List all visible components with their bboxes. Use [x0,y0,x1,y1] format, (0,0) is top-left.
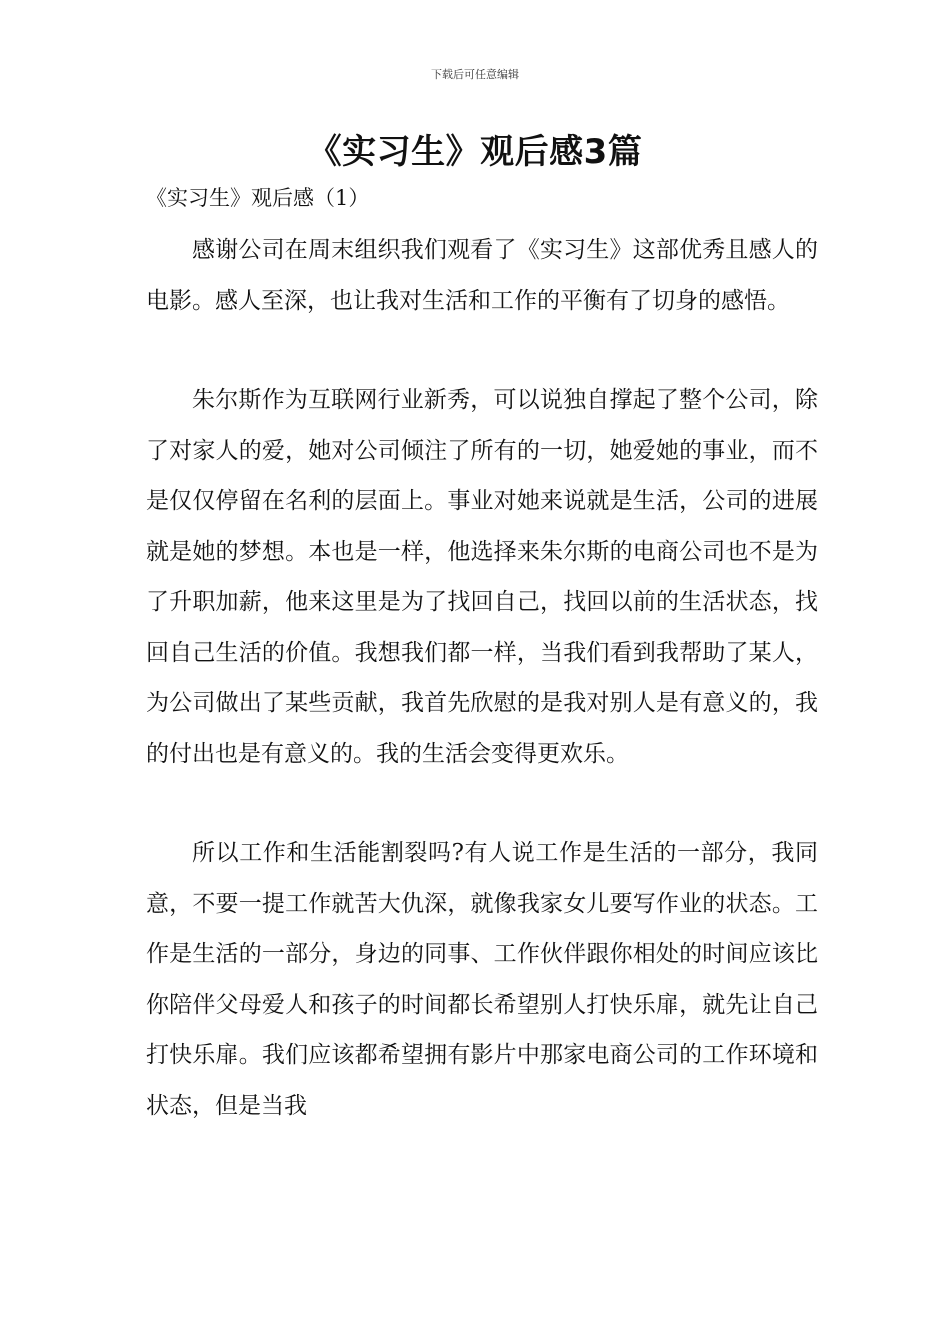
document-title: 《实习生》观后感3篇 [307,132,643,172]
paragraph-2: 朱尔斯作为互联网行业新秀，可以说独自撑起了整个公司，除了对家人的爱，她对公司倾注了所有的一切，她爱她的事业，而不是仅仅停留在名利的层面上。事业对她来说就是生活，公司的进展就是她的梦想。本也是一样，他选择来朱尔斯的电商公司也不是为了升职加薪，他来这里是为了找回自己，找回以前的生活状态，找回自己生活的价值。我想我们都一样，当我们看到我帮助了某人，为公司做出了某些贡献，我首先欣慰的是我对别人是有意义的，我的付出也是有意义的。我的生活会变得更欢乐。 [146,387,818,767]
page-header-note: 下载后可任意编辑 [431,68,519,81]
paragraph-3: 所以工作和生活能割裂吗?有人说工作是生活的一部分，我同意，不要一提工作就苦大仇深，就像我家女儿要写作业的状态。工作是生活的一部分，身边的同事、工作伙伴跟你相处的时间应该比你陪伴父母爱人和孩子的时间都长希望别人打快乐扉，就先让自己打快乐扉。我们应该都希望拥有影片中那家电商公司的工作环境和状态，但是当我 [146,840,818,1119]
section-heading: 《实习生》观后感（1） [146,186,370,210]
paragraph-1: 感谢公司在周末组织我们观看了《实习生》这部优秀且感人的电影。感人至深，也让我对生活和工作的平衡有了切身的感悟。 [146,237,818,314]
document-body [146,225,818,1131]
